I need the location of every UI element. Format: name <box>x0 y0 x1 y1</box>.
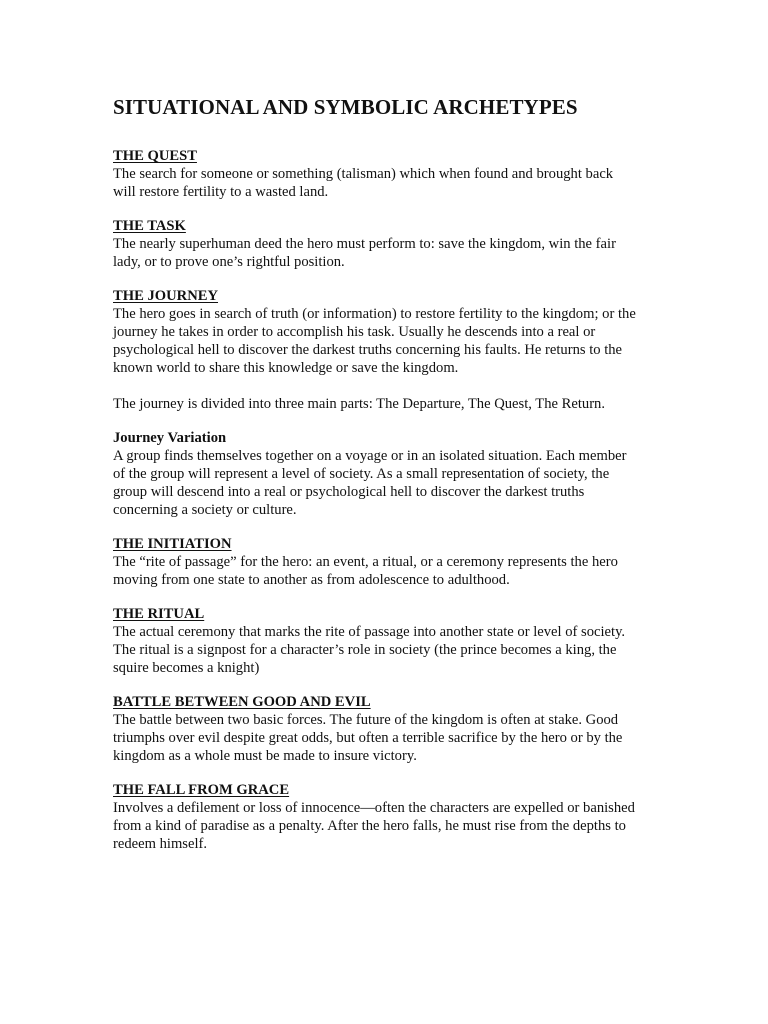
section-heading: THE FALL FROM GRACE <box>113 782 290 798</box>
section-good-vs-evil <box>113 694 661 765</box>
section-journey <box>113 288 661 413</box>
section-note: The journey is divided into three main parts: The Departure, The Quest, The Return. <box>113 396 606 412</box>
page-title: SITUATIONAL AND SYMBOLIC ARCHETYPES <box>113 95 578 119</box>
section-heading: THE JOURNEY <box>113 288 219 304</box>
section-heading: THE RITUAL <box>113 606 205 622</box>
section-body: The battle between two basic forces. The future of the kingdom is often at stake. Good triumphs over evil despite great odds, but often a terrible sacrifice by the hero or by the kingdom as a whole must be made to insure victory. <box>113 712 623 764</box>
section-task <box>113 218 661 271</box>
section-body: A group finds themselves together on a voyage or in an isolated situation. Each member of the group will represent a level of society. As a small representation of society, the group will descend into a real or psychological hell to discover the darkest truths concerning a society or culture. <box>113 448 627 518</box>
section-body: The “rite of passage” for the hero: an event, a ritual, or a ceremony represents the hero moving from one state to another as from adolescence to adulthood. <box>113 554 618 588</box>
section-heading: Journey Variation <box>113 430 227 446</box>
section-quest <box>113 148 661 201</box>
document-page <box>113 92 661 870</box>
section-ritual <box>113 606 661 677</box>
section-body: The hero goes in search of truth (or information) to restore fertility to the kingdom; or the journey he takes in order to accomplish his task. Usually he descends into a real or psychological hell to discover the darkest truths concerning his faults. He returns to the known world to share this knowledge or save the kingdom. <box>113 306 636 376</box>
section-body: The actual ceremony that marks the rite of passage into another state or level of society. The ritual is a signpost for a character’s role in society (the prince becomes a king, the squire becomes a knight) <box>113 624 626 676</box>
section-body: The search for someone or something (talisman) which when found and brought back will restore fertility to a wasted land. <box>113 166 614 200</box>
section-heading: THE TASK <box>113 218 186 234</box>
section-body: Involves a defilement or loss of innocence—often the characters are expelled or banished from a kind of paradise as a penalty. After the hero falls, he must rise from the depths to redeem himself. <box>113 800 635 852</box>
section-fall-from-grace <box>113 782 661 853</box>
section-heading: THE INITIATION <box>113 536 232 552</box>
section-body: The nearly superhuman deed the hero must perform to: save the kingdom, win the fair lady, or to prove one’s rightful position. <box>113 236 616 270</box>
section-journey-variation <box>113 430 661 519</box>
section-initiation <box>113 536 661 589</box>
section-heading: BATTLE BETWEEN GOOD AND EVIL <box>113 694 371 710</box>
section-heading: THE QUEST <box>113 148 197 164</box>
